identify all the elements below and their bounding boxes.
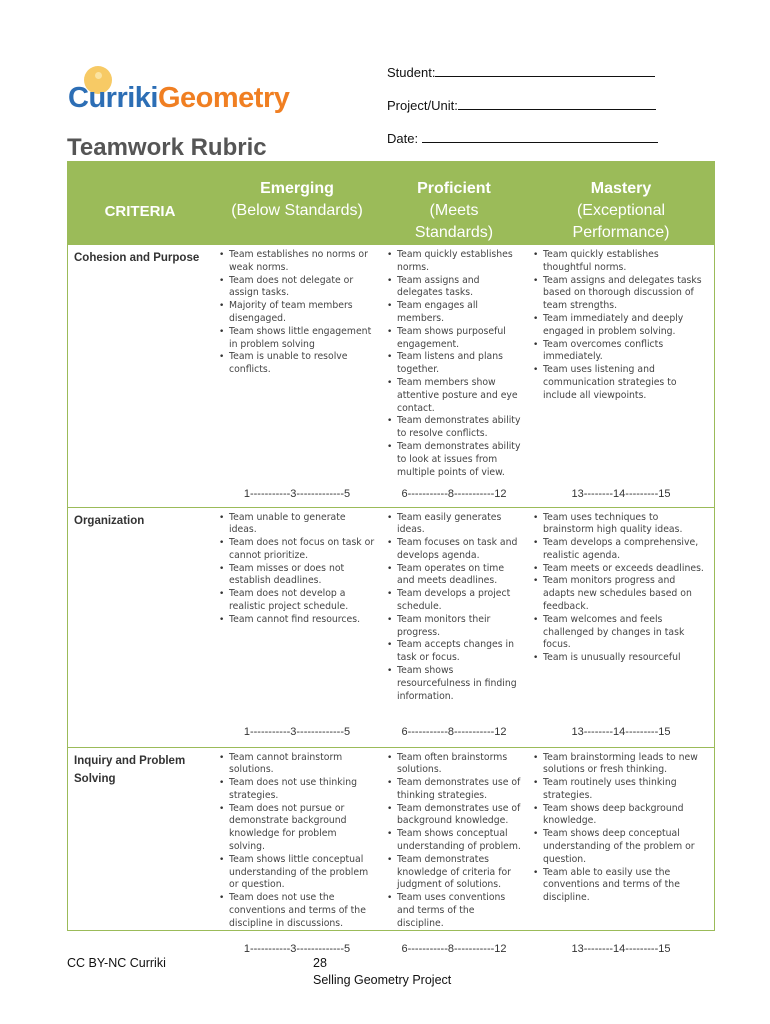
emerging-list bbox=[215, 512, 375, 627]
mastery-cell bbox=[527, 507, 715, 719]
level-mastery-header bbox=[527, 161, 715, 245]
descriptor-item: • Team demonstrates ability to look at issues from multiple points of view. bbox=[383, 441, 521, 479]
descriptor-item: • Team assigns and delegates tasks based on thorough discussion of team strengths. bbox=[529, 275, 709, 313]
student-label: Student: bbox=[387, 65, 436, 80]
descriptor-item: • Team demonstrates ability to resolve conflicts. bbox=[383, 415, 521, 441]
score-range[interactable]: 13--------14---------15 bbox=[571, 942, 671, 955]
proficient-cell bbox=[381, 747, 527, 935]
descriptor-item: • Team uses listening and communication strategies to include all viewpoints. bbox=[529, 364, 709, 402]
descriptor-item: • Team does not use the conventions and terms of the discipline in discussions. bbox=[215, 892, 375, 930]
project-unit-input-line[interactable] bbox=[458, 97, 656, 110]
level-desc: (Meets bbox=[429, 202, 479, 219]
rubric-row bbox=[67, 245, 715, 483]
score-range[interactable]: 13--------14---------15 bbox=[571, 726, 671, 739]
descriptor-item: • Team demonstrates use of thinking strategies. bbox=[383, 777, 521, 803]
descriptor-item: • Team misses or does not establish deadlines. bbox=[215, 563, 375, 589]
descriptor-item: • Team immediately and deeply engaged in problem solving. bbox=[529, 313, 709, 339]
level-emerging-header bbox=[213, 161, 381, 245]
descriptor-item: • Team unable to generate ideas. bbox=[215, 512, 375, 538]
rubric-row bbox=[67, 747, 715, 935]
descriptor-item: • Team does not focus on task or cannot prioritize. bbox=[215, 537, 375, 563]
rubric-row bbox=[67, 507, 715, 719]
descriptor-item: • Team quickly establishes thoughtful norms. bbox=[529, 249, 709, 275]
proficient-list bbox=[383, 752, 521, 931]
descriptor-item: • Team focuses on task and develops agenda. bbox=[383, 537, 521, 563]
footer-license: CC BY-NC Curriki bbox=[67, 956, 166, 970]
descriptor-item: • Team is unusually resourceful bbox=[529, 652, 709, 665]
descriptor-item: • Team assigns and delegates tasks. bbox=[383, 275, 521, 301]
student-input-line[interactable] bbox=[435, 64, 655, 77]
score-range[interactable]: 6-----------8-----------12 bbox=[401, 942, 507, 955]
descriptor-item: • Team members show attentive posture and eye contact. bbox=[383, 377, 521, 415]
teamwork-rubric-table bbox=[67, 161, 715, 963]
score-range[interactable]: 1-----------3-------------5 bbox=[243, 488, 351, 501]
mastery-cell bbox=[527, 747, 715, 935]
descriptor-item: • Team able to easily use the conventions and terms of the discipline. bbox=[529, 867, 709, 905]
criteria-header: CRITERIA bbox=[67, 161, 213, 245]
descriptor-item: • Team monitors progress and adapts new schedules based on feedback. bbox=[529, 575, 709, 613]
score-range[interactable]: 1-----------3-------------5 bbox=[243, 726, 351, 739]
descriptor-item: • Team shows purposeful engagement. bbox=[383, 326, 521, 352]
level-name: Proficient bbox=[417, 180, 491, 197]
descriptor-item: • Team meets or exceeds deadlines. bbox=[529, 563, 709, 576]
student-field bbox=[387, 64, 655, 80]
descriptor-item: • Team easily generates ideas. bbox=[383, 512, 521, 538]
footer-page-number: 28 bbox=[313, 956, 327, 970]
descriptor-item: • Team accepts changes in task or focus. bbox=[383, 639, 521, 665]
level-name: Emerging bbox=[260, 180, 334, 197]
emerging-cell bbox=[213, 507, 381, 719]
descriptor-item: • Team shows deep background knowledge. bbox=[529, 803, 709, 829]
criterion-name: Inquiry and Problem Solving bbox=[67, 747, 213, 935]
score-range[interactable]: 6-----------8-----------12 bbox=[401, 488, 507, 501]
level-proficient-header bbox=[381, 161, 527, 245]
emerging-list bbox=[215, 249, 375, 377]
mastery-list bbox=[529, 249, 709, 403]
descriptor-item: • Team cannot brainstorm solutions. bbox=[215, 752, 375, 778]
descriptor-item: • Team establishes no norms or weak norms. bbox=[215, 249, 375, 275]
descriptor-item: • Team shows deep conceptual understanding of the problem or question. bbox=[529, 828, 709, 866]
curriki-geometry-logo bbox=[68, 82, 289, 115]
descriptor-item: • Team quickly establishes norms. bbox=[383, 249, 521, 275]
descriptor-item: • Team brainstorming leads to new solutions or fresh thinking. bbox=[529, 752, 709, 778]
descriptor-item: • Team does not pursue or demonstrate background knowledge for problem solving. bbox=[215, 803, 375, 854]
descriptor-item: • Team develops a comprehensive, realistic agenda. bbox=[529, 537, 709, 563]
descriptor-item: • Team develops a project schedule. bbox=[383, 588, 521, 614]
descriptor-item: • Team demonstrates knowledge of criteria for judgment of solutions. bbox=[383, 854, 521, 892]
score-range[interactable]: 6-----------8-----------12 bbox=[401, 726, 507, 739]
level-desc-2: Performance) bbox=[572, 224, 670, 241]
descriptor-item: • Team does not delegate or assign tasks. bbox=[215, 275, 375, 301]
score-row bbox=[67, 483, 715, 507]
criterion-name: Organization bbox=[67, 507, 213, 719]
score-range[interactable]: 13--------14---------15 bbox=[571, 488, 671, 501]
descriptor-item: • Team shows resourcefulness in finding information. bbox=[383, 665, 521, 703]
date-field bbox=[387, 130, 658, 146]
date-input-line[interactable] bbox=[422, 130, 658, 143]
level-desc: (Below Standards) bbox=[231, 202, 363, 219]
score-row bbox=[67, 719, 715, 747]
descriptor-item: • Team shows conceptual understanding of problem. bbox=[383, 828, 521, 854]
proficient-list bbox=[383, 512, 521, 704]
level-desc-2: Standards) bbox=[414, 224, 494, 241]
emerging-cell bbox=[213, 747, 381, 935]
descriptor-item: • Team does not develop a realistic project schedule. bbox=[215, 588, 375, 614]
descriptor-item: • Team uses techniques to brainstorm high quality ideas. bbox=[529, 512, 709, 538]
logo-sun-highlight-icon bbox=[95, 72, 102, 79]
proficient-cell bbox=[381, 245, 527, 483]
mastery-cell bbox=[527, 245, 715, 483]
date-label: Date: bbox=[387, 131, 419, 146]
descriptor-item: • Team uses conventions and terms of the discipline. bbox=[383, 892, 521, 930]
proficient-cell bbox=[381, 507, 527, 719]
mastery-list bbox=[529, 752, 709, 906]
descriptor-item: • Team demonstrates use of background knowledge. bbox=[383, 803, 521, 829]
project-unit-label: Project/Unit: bbox=[387, 98, 458, 113]
level-desc: (Exceptional bbox=[576, 202, 666, 219]
descriptor-item: • Team is unable to resolve conflicts. bbox=[215, 351, 375, 377]
score-range[interactable]: 1-----------3-------------5 bbox=[243, 942, 351, 955]
project-unit-field bbox=[387, 97, 656, 113]
descriptor-item: • Team routinely uses thinking strategies. bbox=[529, 777, 709, 803]
descriptor-item: • Team listens and plans together. bbox=[383, 351, 521, 377]
emerging-cell bbox=[213, 245, 381, 483]
page-title: Teamwork Rubric bbox=[67, 134, 267, 161]
descriptor-item: • Team overcomes conflicts immediately. bbox=[529, 339, 709, 365]
logo-curriki: Curriki bbox=[68, 82, 158, 114]
descriptor-item: • Team shows little engagement in problem solving bbox=[215, 326, 375, 352]
descriptor-item: • Team cannot find resources. bbox=[215, 614, 375, 627]
proficient-list bbox=[383, 249, 521, 479]
level-name: Mastery bbox=[590, 180, 652, 197]
descriptor-item: • Team shows little conceptual understanding of the problem or question. bbox=[215, 854, 375, 892]
logo-geometry: Geometry bbox=[157, 82, 290, 114]
descriptor-item: • Team often brainstorms solutions. bbox=[383, 752, 521, 778]
descriptor-item: • Team does not use thinking strategies. bbox=[215, 777, 375, 803]
emerging-list bbox=[215, 752, 375, 931]
descriptor-item: • Team operates on time and meets deadlines. bbox=[383, 563, 521, 589]
mastery-list bbox=[529, 512, 709, 666]
footer-project-name: Selling Geometry Project bbox=[313, 973, 452, 987]
descriptor-item: • Team engages all members. bbox=[383, 300, 521, 326]
criterion-name: Cohesion and Purpose bbox=[74, 252, 200, 264]
descriptor-item: • Team monitors their progress. bbox=[383, 614, 521, 640]
descriptor-item: • Majority of team members disengaged. bbox=[215, 300, 375, 326]
descriptor-item: • Team welcomes and feels challenged by changes in task focus. bbox=[529, 614, 709, 652]
